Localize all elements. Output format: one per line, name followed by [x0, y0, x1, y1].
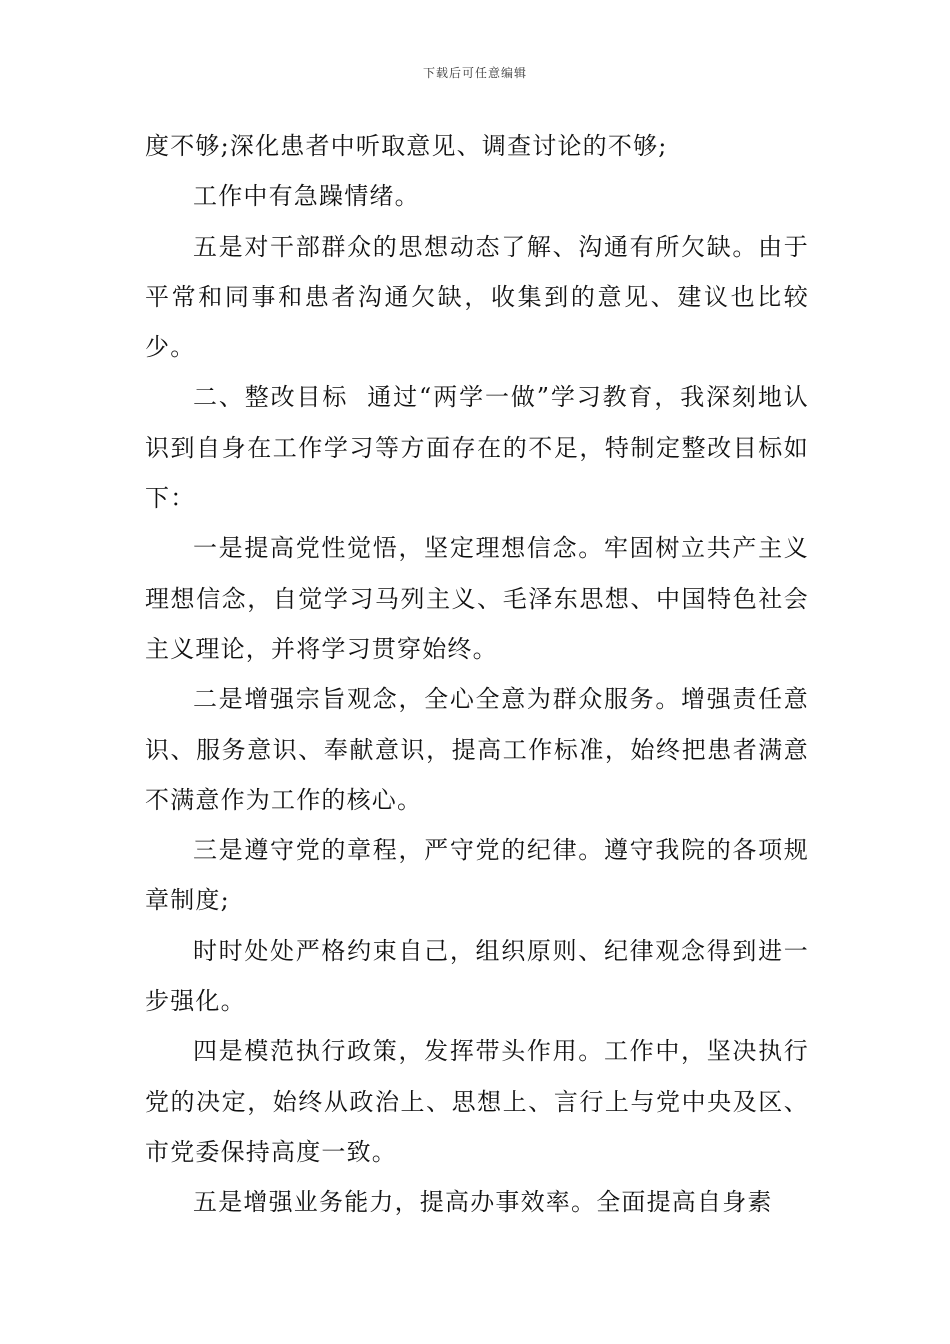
- paragraph-2: 工作中有急躁情绪。: [193, 182, 420, 211]
- paragraph-8: 时时处处严格约束自己，组织原则、纪律观念得到进一步强化。: [145, 936, 809, 1016]
- paragraph-7: 三是遵守党的章程，严守党的纪律。遵守我院的各项规章制度;: [145, 836, 809, 915]
- paragraph-4: 二、整改目标 通过“两学一做”学习教育，我深刻地认识到自身在工作学习等方面存在的不足，特制定整改目标如下：: [145, 383, 809, 513]
- paragraph-5: 一是提高党性觉悟，坚定理想信念。牢固树立共产主义理想信念，自觉学习马列主义、毛泽东思想、中国特色社会主义理论，并将学习贯穿始终。: [145, 534, 809, 663]
- paragraph-3: 五是对干部群众的思想动态了解、沟通有所欠缺。由于平常和同事和患者沟通欠缺，收集到的意见、建议也比较少。: [145, 232, 809, 362]
- document-body: [145, 121, 809, 1228]
- paragraph-6: 二是增强宗旨观念，全心全意为群众服务。增强责任意识、服务意识、奉献意识，提高工作标准，始终把患者满意不满意作为工作的核心。: [145, 685, 809, 814]
- paragraph-9: 四是模范执行政策，发挥带头作用。工作中，坚决执行党的决定，始终从政治上、思想上、言行上与党中央及区、市党委保持高度一致。: [145, 1037, 809, 1166]
- page-header: 下载后可任意编辑: [422, 66, 527, 80]
- paragraph-1: 度不够;深化患者中听取意见、调查讨论的不够;: [145, 132, 668, 160]
- paragraph-10: 五是增强业务能力，提高办事效率。全面提高自身素: [193, 1188, 773, 1217]
